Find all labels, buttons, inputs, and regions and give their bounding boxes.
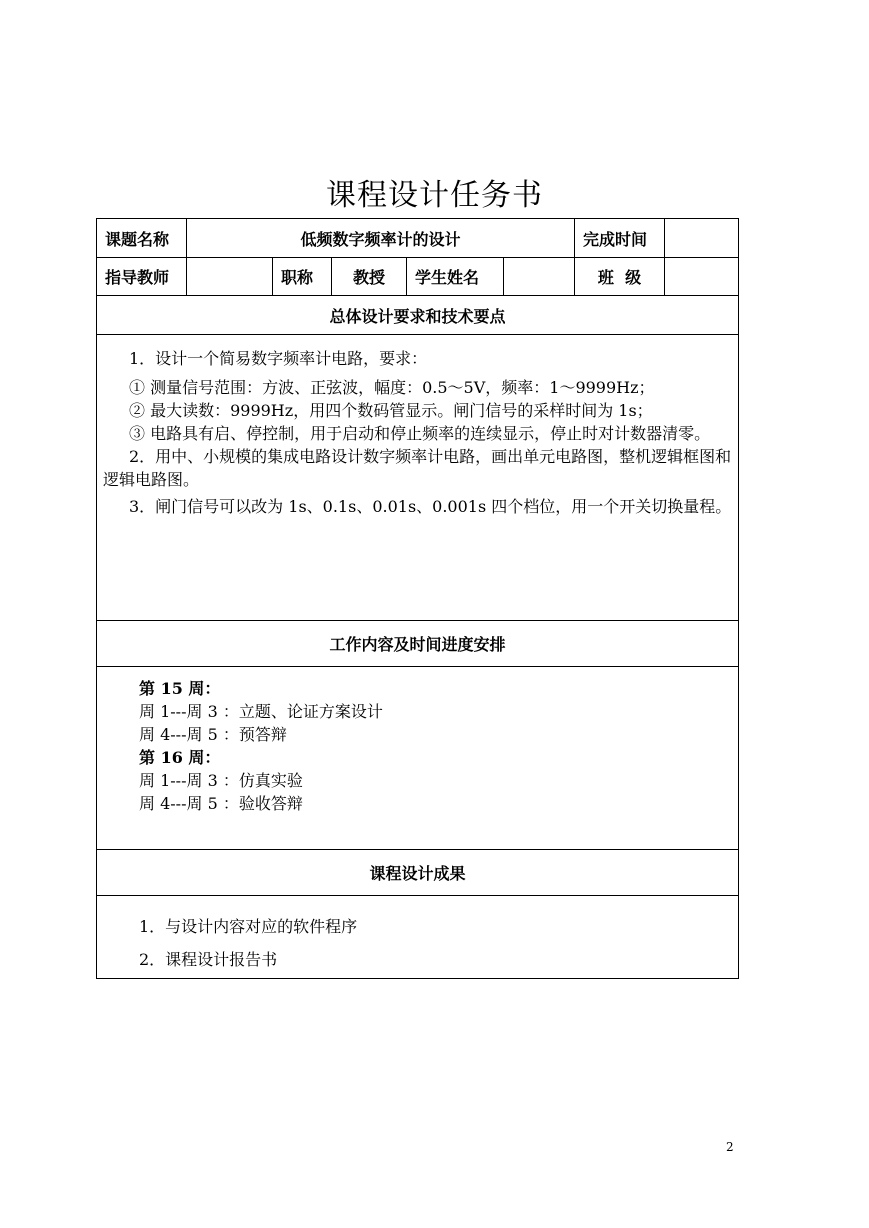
advisor-label: 指导教师 xyxy=(97,258,187,296)
task-form-table xyxy=(96,218,739,979)
schedule-line: 周 1---周 3 ：立题、论证方案设计 xyxy=(139,702,383,721)
schedule-row xyxy=(97,667,739,850)
student-label: 学生姓名 xyxy=(407,258,504,296)
topic-row xyxy=(97,219,739,258)
requirement-line: 3．闸门信号可以改为 1s、0.1s、0.01s、0.001s 四个档位，用一个开关切换量程。 xyxy=(129,497,732,516)
schedule-line: 周 4---周 5 ：验收答辩 xyxy=(139,794,303,813)
week-label: 第 16 周： xyxy=(139,748,221,767)
requirements-body xyxy=(97,335,739,621)
rank-label: 职称 xyxy=(273,258,332,296)
requirements-heading: 总体设计要求和技术要点 xyxy=(97,296,739,335)
outcomes-heading: 课程设计成果 xyxy=(97,850,739,896)
requirement-line: ① 测量信号范围：方波、正弦波，幅度：0.5～5V，频率：1～9999Hz； xyxy=(129,378,655,397)
completion-label: 完成时间 xyxy=(575,219,665,258)
outcomes-heading-row xyxy=(97,850,739,896)
schedule-heading: 工作内容及时间进度安排 xyxy=(97,621,739,667)
advisor-row xyxy=(97,258,739,296)
page-title: 课程设计任务书 xyxy=(326,178,543,213)
requirement-line: 2．用中、小规模的集成电路设计数字频率计电路，画出单元电路图，整机逻辑框图和逻辑电路图。 xyxy=(103,447,732,489)
advisor-value[interactable] xyxy=(187,258,273,296)
requirements-row xyxy=(97,335,739,621)
class-value[interactable] xyxy=(665,258,739,296)
outcome-line: 2．课程设计报告书 xyxy=(139,950,278,969)
rank-value: 教授 xyxy=(332,258,407,296)
student-value[interactable] xyxy=(504,258,575,296)
requirements-heading-row xyxy=(97,296,739,335)
outcomes-body xyxy=(97,896,739,979)
requirement-line: ② 最大读数：9999Hz，用四个数码管显示。闸门信号的采样时间为 1s； xyxy=(129,401,653,420)
schedule-line: 周 4---周 5 ：预答辩 xyxy=(139,725,287,744)
schedule-body xyxy=(97,667,739,850)
requirement-line: ③ 电路具有启、停控制，用于启动和停止频率的连续显示，停止时对计数器清零。 xyxy=(129,424,711,443)
schedule-heading-row xyxy=(97,621,739,667)
schedule-line: 周 1---周 3 ：仿真实验 xyxy=(139,771,303,790)
class-label: 班 级 xyxy=(575,258,665,296)
outcome-line: 1．与设计内容对应的软件程序 xyxy=(139,917,358,936)
completion-value[interactable] xyxy=(665,219,739,258)
topic-value: 低频数字频率计的设计 xyxy=(187,219,575,258)
topic-label: 课题名称 xyxy=(97,219,187,258)
week-label: 第 15 周： xyxy=(139,679,221,698)
requirement-line: 1．设计一个简易数字频率计电路，要求： xyxy=(129,349,428,368)
outcomes-row xyxy=(97,896,739,979)
page-number: 2 xyxy=(726,1140,734,1154)
